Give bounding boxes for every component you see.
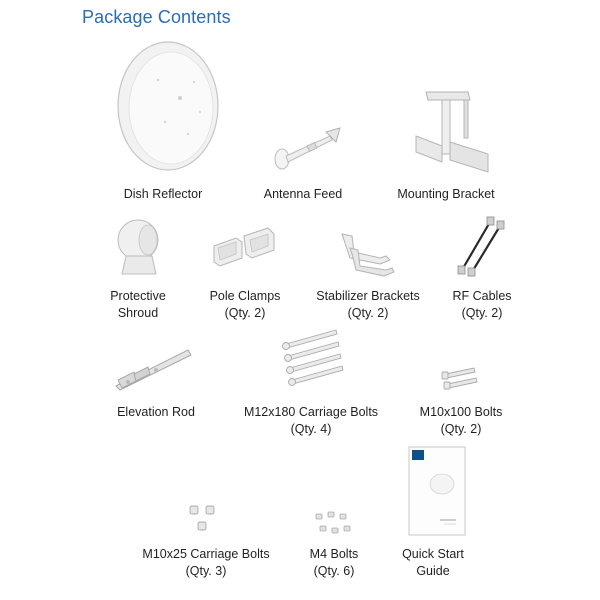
stabilizer-brackets-label: Stabilizer Brackets (Qty. 2) <box>316 289 420 320</box>
pole-clamps-illustration <box>208 228 284 274</box>
antenna-feed-label: Antenna Feed <box>263 187 343 201</box>
protective-shroud-label: Protective Shroud <box>110 289 166 320</box>
protective-shroud-illustration <box>112 216 162 278</box>
mounting-bracket-label: Mounting Bracket <box>397 187 495 201</box>
rf-cables-label: RF Cables (Qty. 2) <box>452 289 512 320</box>
elevation-rod-illustration <box>112 344 194 394</box>
mounting-bracket-illustration <box>408 86 500 180</box>
pole-clamps-label: Pole Clamps (Qty. 2) <box>209 289 281 320</box>
rf-cables-illustration <box>454 212 510 276</box>
m10x100-bolts-label: M10x100 Bolts (Qty. 2) <box>419 405 503 436</box>
dish-reflector-illustration <box>110 42 220 177</box>
dish-reflector-label: Dish Reflector <box>123 187 203 201</box>
m4-bolts-label: M4 Bolts (Qty. 6) <box>309 547 359 578</box>
antenna-feed-illustration <box>268 118 350 178</box>
quick-start-guide-illustration <box>408 446 468 538</box>
elevation-rod-label: Elevation Rod <box>117 405 195 419</box>
m10x100-bolts-illustration <box>440 366 484 390</box>
m10x25-carriage-bolts-label: M10x25 Carriage Bolts (Qty. 3) <box>142 547 270 578</box>
m12x180-carriage-bolts-label: M12x180 Carriage Bolts (Qty. 4) <box>243 405 379 436</box>
m4-bolts-illustration <box>312 510 356 540</box>
m12x180-carriage-bolts-illustration <box>276 324 348 388</box>
quick-start-guide-label: Quick Start Guide <box>402 547 464 578</box>
stabilizer-brackets-illustration <box>336 230 398 276</box>
m10x25-carriage-bolts-illustration <box>186 502 222 538</box>
page-title: Package Contents <box>82 7 231 27</box>
